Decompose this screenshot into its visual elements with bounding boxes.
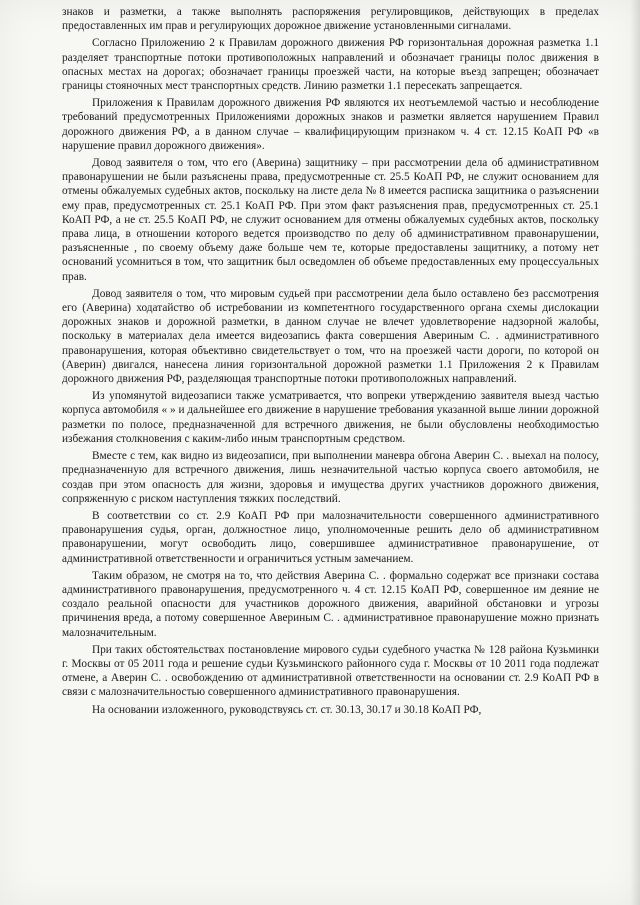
paragraph: Вместе с тем, как видно из видеозаписи, при выполнении маневра обгона Аверин С. . выехал на полосу, предназначенную для встречного движения, лишь незначительной частью корпуса своего автомобиля, не создав при этом опасность для жизни, здоровья и имущества других участников дорожного движения, сопряженную с риском наступления тяжких последствий. [62, 450, 599, 505]
page-edge-shadow [630, 0, 640, 905]
paragraph: В соответствии со ст. 2.9 КоАП РФ при малозначительности совершенного административного правонарушения судья, орган, должностное лицо, уполномоченные решить дело об административном правонарушении, могут освободить лицо, совершившее административное правонарушение, от административной ответственности и ограничиться устным замечанием. [62, 509, 599, 565]
paragraph: Из упомянутой видеозаписи также усматривается, что вопреки утверждению заявителя выезд частью корпуса автомобиля « » и дальнейшее его движение в нарушение требования указанной выше линии дорожной разметки по полосе, предназначенной для встречного движения, не были обусловлены необходимостью избежания столкновения с каким-либо иным транспортным средством. [62, 390, 599, 445]
paragraph: знаков и разметки, а также выполнять распоряжения регулировщиков, действующих в пределах предоставленных им прав и регулирующих дорожное движение установленными сигналами. [62, 6, 599, 33]
document-body [62, 5, 599, 720]
paragraph: При таких обстоятельствах постановление мирового судьи судебного участка № 128 района Кузьминки г. Москвы от 05 2011 года и решение судьи Кузьминского районного суда г. Москвы от 10 2011 года подлежат отмене, а Аверин С. . освобождению от административной ответственности на основании ст. 2.9 КоАП РФ в связи с малозначительностью совершенного административного правонарушения. [62, 643, 599, 699]
paragraph: Приложения к Правилам дорожного движения РФ являются их неотъемлемой частью и несоблюдение требований предусмотренных Приложениями дорожных знаков и разметки является нарушением Правил дорожного движения РФ, а в данном случае – квалифицирующим признаком ч. 4 ст. 12.15 КоАП РФ «в нарушение правил дорожного движения». [62, 97, 599, 152]
paragraph: На основании изложенного, руководствуясь ст. ст. 30.13, 30.17 и 30.18 КоАП РФ, [92, 703, 482, 716]
paragraph: Довод заявителя о том, что мировым судьей при рассмотрении дела было оставлено без рассмотрения его (Аверина) ходатайство об истребовании из компетентного государственного органа схемы дислокации дорожных знаков и дорожной разметки, в данном случае не влечет удовлетворение надзорной жалобы, поскольку в материалах дела имеется видеозапись факта совершения Авериным С. . административного правонарушения, которая объективно свидетельствует о том, что на проезжей части дороги, по которой он (Аверин) двигался, нанесена линия горизонтальной дорожной разметки 1.1 Приложения 2 к Правилам дорожного движения РФ, разделяющая транспортные потоки противоположных направлений. [62, 287, 599, 386]
paragraph: Согласно Приложению 2 к Правилам дорожного движения РФ горизонтальная дорожная разметка 1.1 разделяет транспортные потоки противоположных направлений и обозначает границы полос движения в опасных местах на дорогах; обозначает границы проезжей части, на которые въезд запрещен; обозначает границы стояночных мест транспортных средств. Линию разметки 1.1 пересекать запрещается. [62, 37, 599, 93]
paragraph: Таким образом, не смотря на то, что действия Аверина С. . формально содержат все признаки состава административного правонарушения, предусмотренного ч. 4 ст. 12.15 КоАП РФ, совершенное им деяние не создало реальной опасности для участников дорожного движения, аварийной обстановки и угрозы причинения вреда, а потому совершенное Авериным С. . административное правонарушение можно признать малозначительным. [62, 569, 599, 639]
paragraph: Довод заявителя о том, что его (Аверина) защитнику – при рассмотрении дела об административном правонарушении не были разъяснены права, предусмотренные ст. 25.5 КоАП РФ, не служит основанием для отмены обжалуемых судебных актов, поскольку на листе дела № 8 имеется расписка защитника о разъяснении ему прав, предусмотренных ст. 25.1 КоАП РФ. При этом факт разъяснения прав, предусмотренных ст. 25.1 КоАП РФ, а не ст. 25.5 КоАП РФ, не служит основанием для отмены обжалуемых судебных актов, поскольку права лица, в отношении которого ведется производство по делу об административном правонарушении, разъясненные , по своему объему даже больше чем те, которые предоставлены защитнику, а потому нет оснований усомниться в том, что защитник был осведомлен об объеме предоставленных ему процессуальных прав. [62, 157, 599, 283]
